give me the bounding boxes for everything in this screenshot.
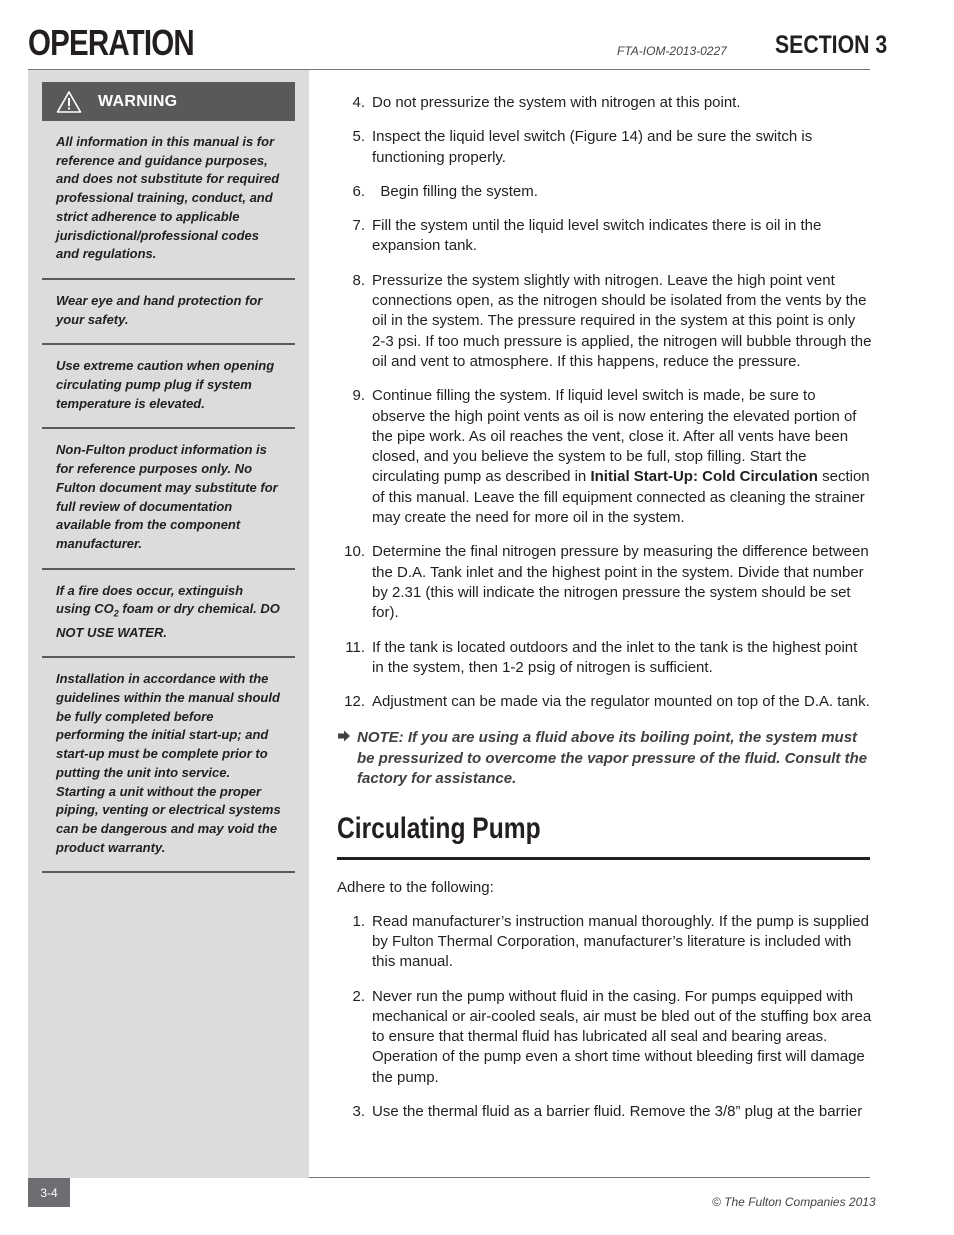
list-text: Pressurize the system slightly with nitrogen. Leave the high point vent connections open, as the nitrogen should be isolated from the vents by the oil in the system. The pressure required in the system at this point is only 2-3 psi. If too much pressure is applied, the nitrogen will bubble through the oil and vent to atmosphere. If this happens, reduce the pressure. xyxy=(372,271,872,370)
list-item xyxy=(337,692,872,712)
list-text-part: Continue filling the system. If liquid level switch is made, be sure to observe the high point vents as oil is now entering the elevated portion of the pipe work. As oil reaches the vent, close it. After all vents have been closed, and you believe the system to be full, stop filling. Start the circulating pump as described in xyxy=(372,387,857,486)
list-number: 10. xyxy=(344,543,365,561)
section-heading: Circulating Pump xyxy=(337,812,541,846)
list-text: If the tank is located outdoors and the inlet to the tank is the highest point in the system, then 1-2 psig of nitrogen is sufficient. xyxy=(372,638,858,676)
warning-item-text: If a fire does occur, extinguish using CO xyxy=(56,582,244,617)
subscript-two: 2 xyxy=(113,608,119,619)
list-text xyxy=(372,386,872,528)
warning-item: Wear eye and hand protection for your safety. xyxy=(42,280,295,345)
list-text: Do not pressurize the system with nitrogen at this point. xyxy=(372,94,741,111)
list-number: 8. xyxy=(352,271,365,289)
list-number: 7. xyxy=(352,217,365,235)
list-text: Inspect the liquid level switch (Figure 14) and be sure the switch is functioning properly. xyxy=(372,128,813,166)
list-item xyxy=(337,386,872,528)
note-text: NOTE: If you are using a fluid above its boiling point, the system must be pressurized to overcome the vapor pressure of the fluid. Consult the factory for assistance. xyxy=(357,729,868,788)
list-item xyxy=(337,542,872,623)
list-item xyxy=(337,93,872,113)
warning-item: Non-Fulton product information is for reference purposes only. No Fulton document may substitute for full review of documentation available from the component manufacturer. xyxy=(42,429,295,569)
warning-item: Use extreme caution when opening circulating pump plug if system temperature is elevated. xyxy=(42,345,295,429)
footer-divider xyxy=(309,1177,870,1178)
section-label: SECTION 3 xyxy=(775,31,888,59)
list-text: Never run the pump without fluid in the casing. For pumps equipped with mechanical or air-cooled seals, air must be bled out of the stuffing box area to ensure that thermal fluid has lubricated all seal and bearing areas. Operation of the pump even a short time without bleeding first will damage the pump. xyxy=(372,987,872,1086)
list-number: 9. xyxy=(352,387,365,405)
warning-item: Installation in accordance with the guidelines within the manual should be fully completed before performing the initial start-up; and start-up must be complete prior to putting the unit into service. Starting a unit without the proper piping, venting or electrical systems can be dangerous and may void the product warranty. xyxy=(42,658,295,873)
warning-triangle-icon xyxy=(56,90,82,114)
list-item xyxy=(337,216,872,257)
list-item xyxy=(337,127,872,168)
section-reference: Initial Start-Up: Cold Circulation xyxy=(590,468,818,486)
list-text: Determine the final nitrogen pressure by measuring the difference between the D.A. Tank inlet and the highest point in the system. Divide that number by 2.31 (this will indicate the nitrogen pressure the system should be set for). xyxy=(372,543,869,622)
main-content xyxy=(337,93,872,1136)
page-number: 3-4 xyxy=(28,1178,70,1207)
warning-item: All information in this manual is for reference and guidance purposes, and does not substitute for required professional training, conduct, and strict adherence to applicable jurisdictional/professional codes and regulations. xyxy=(42,121,295,280)
list-text-part: section of this manual. Leave the fill equipment connected as cleaning the strainer may create the need for more oil in the system. xyxy=(372,468,870,527)
list-number: 1. xyxy=(352,912,365,930)
list-number: 12. xyxy=(344,693,365,711)
list-text: Begin filling the system. xyxy=(372,182,538,200)
list-text: Read manufacturer’s instruction manual thoroughly. If the pump is supplied by Fulton Thermal Corporation, manufacturer’s literature is included with this manual. xyxy=(372,912,869,971)
warning-label: WARNING xyxy=(98,92,178,110)
arrow-right-icon xyxy=(337,728,357,789)
note-callout xyxy=(337,728,872,789)
heading-underline xyxy=(337,857,870,860)
list-number: 2. xyxy=(352,987,365,1005)
list-item xyxy=(337,912,872,973)
warning-header xyxy=(42,82,295,121)
list-number: 11. xyxy=(345,638,365,656)
page-title: OPERATION xyxy=(28,22,194,63)
list-item xyxy=(337,1102,872,1122)
list-text: Fill the system until the liquid level switch indicates there is oil in the expansion tank. xyxy=(372,217,822,255)
list-text: Use the thermal fluid as a barrier fluid. Remove the 3/8” plug at the barrier xyxy=(372,1102,863,1120)
copyright: © The Fulton Companies 2013 xyxy=(712,1195,876,1209)
list-number: 4. xyxy=(352,94,365,111)
list-item xyxy=(337,271,872,372)
intro-text: Adhere to the following: xyxy=(337,879,494,897)
list-number: 5. xyxy=(352,128,365,146)
list-item xyxy=(337,987,872,1088)
list-number: 3. xyxy=(352,1102,365,1120)
list-number: 6. xyxy=(352,182,365,200)
warning-item-text: foam or dry chemical. DO NOT USE WATER. xyxy=(56,601,280,640)
warning-list xyxy=(42,121,295,873)
warning-item xyxy=(42,570,295,659)
document-code: FTA-IOM-2013-0227 xyxy=(617,44,727,58)
list-item xyxy=(337,638,872,679)
list-item xyxy=(337,182,872,202)
list-text: Adjustment can be made via the regulator mounted on top of the D.A. tank. xyxy=(372,693,870,711)
